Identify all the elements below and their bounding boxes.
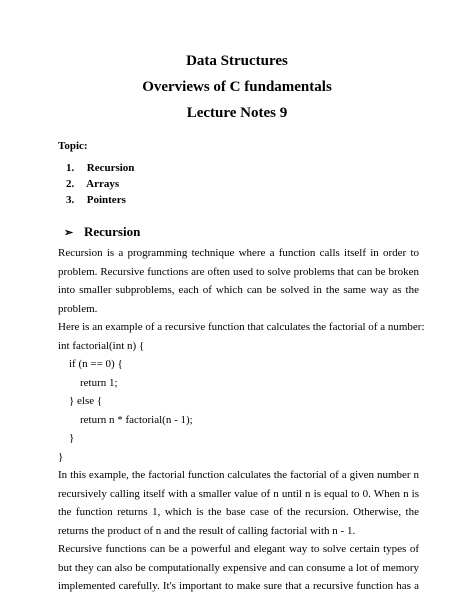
topic-heading: Topic: — [58, 140, 88, 152]
code-line: if (n == 0) { — [58, 358, 123, 370]
course-title: Data Structures — [186, 53, 288, 69]
topic-label: Pointers — [86, 194, 126, 206]
topic-number: 3. — [66, 194, 75, 206]
arrow-bullet-icon: ➢ — [64, 227, 74, 239]
section-heading — [64, 222, 140, 243]
topic-number: 2. — [66, 178, 75, 190]
paragraph-line: Recursion is a programming technique where a function calls itself in order to — [58, 247, 419, 259]
code-line: } else { — [58, 395, 103, 407]
code-line: } — [58, 432, 75, 444]
topic-number: 1. — [66, 162, 75, 174]
topic-list — [66, 160, 134, 208]
topic-label: Arrays — [86, 178, 120, 190]
topic-item — [66, 192, 134, 208]
code-line: return 1; — [58, 376, 118, 389]
section-title: Recursion — [84, 224, 141, 239]
code-line: int factorial(int n) { — [58, 339, 145, 352]
topic-label: Recursion — [86, 162, 135, 174]
paragraph-line: the function returns 1, which is the base case of the recursion. Otherwise, the — [58, 506, 419, 518]
paragraph-line: In this example, the factorial function calculates the factorial of a given number n — [58, 469, 419, 481]
paragraph-line: problem. Recursive functions are often used to solve problems that can be broken — [58, 265, 419, 278]
topic-item — [66, 160, 134, 176]
paragraph-line: implemented carefully. It's important to make sure that a recursive function has a — [58, 580, 419, 592]
lecture-title: Lecture Notes 9 — [186, 105, 288, 121]
paragraph-line: Here is an example of a recursive function that calculates the factorial of a number: — [58, 321, 425, 333]
paragraph-line: into smaller subproblems, each of which can be solved in the same way as the — [58, 284, 419, 296]
code-line: } — [58, 450, 64, 463]
subtitle: Overviews of C fundamentals — [142, 79, 332, 95]
body-text — [58, 244, 425, 596]
paragraph-line: problem. — [58, 302, 98, 315]
topic-item — [66, 176, 134, 192]
paragraph-line: Recursive functions can be a powerful and elegant way to solve certain types of — [58, 543, 419, 555]
code-line: return n * factorial(n - 1); — [58, 413, 193, 426]
paragraph-line: recursively calling itself with a smaller value of n until n is equal to 0. When n is — [58, 487, 419, 500]
paragraph-line: returns the product of n and the result of calling factorial with n - 1. — [58, 524, 356, 537]
paragraph-line: but they can also be computationally expensive and can consume a lot of memory — [58, 561, 419, 574]
